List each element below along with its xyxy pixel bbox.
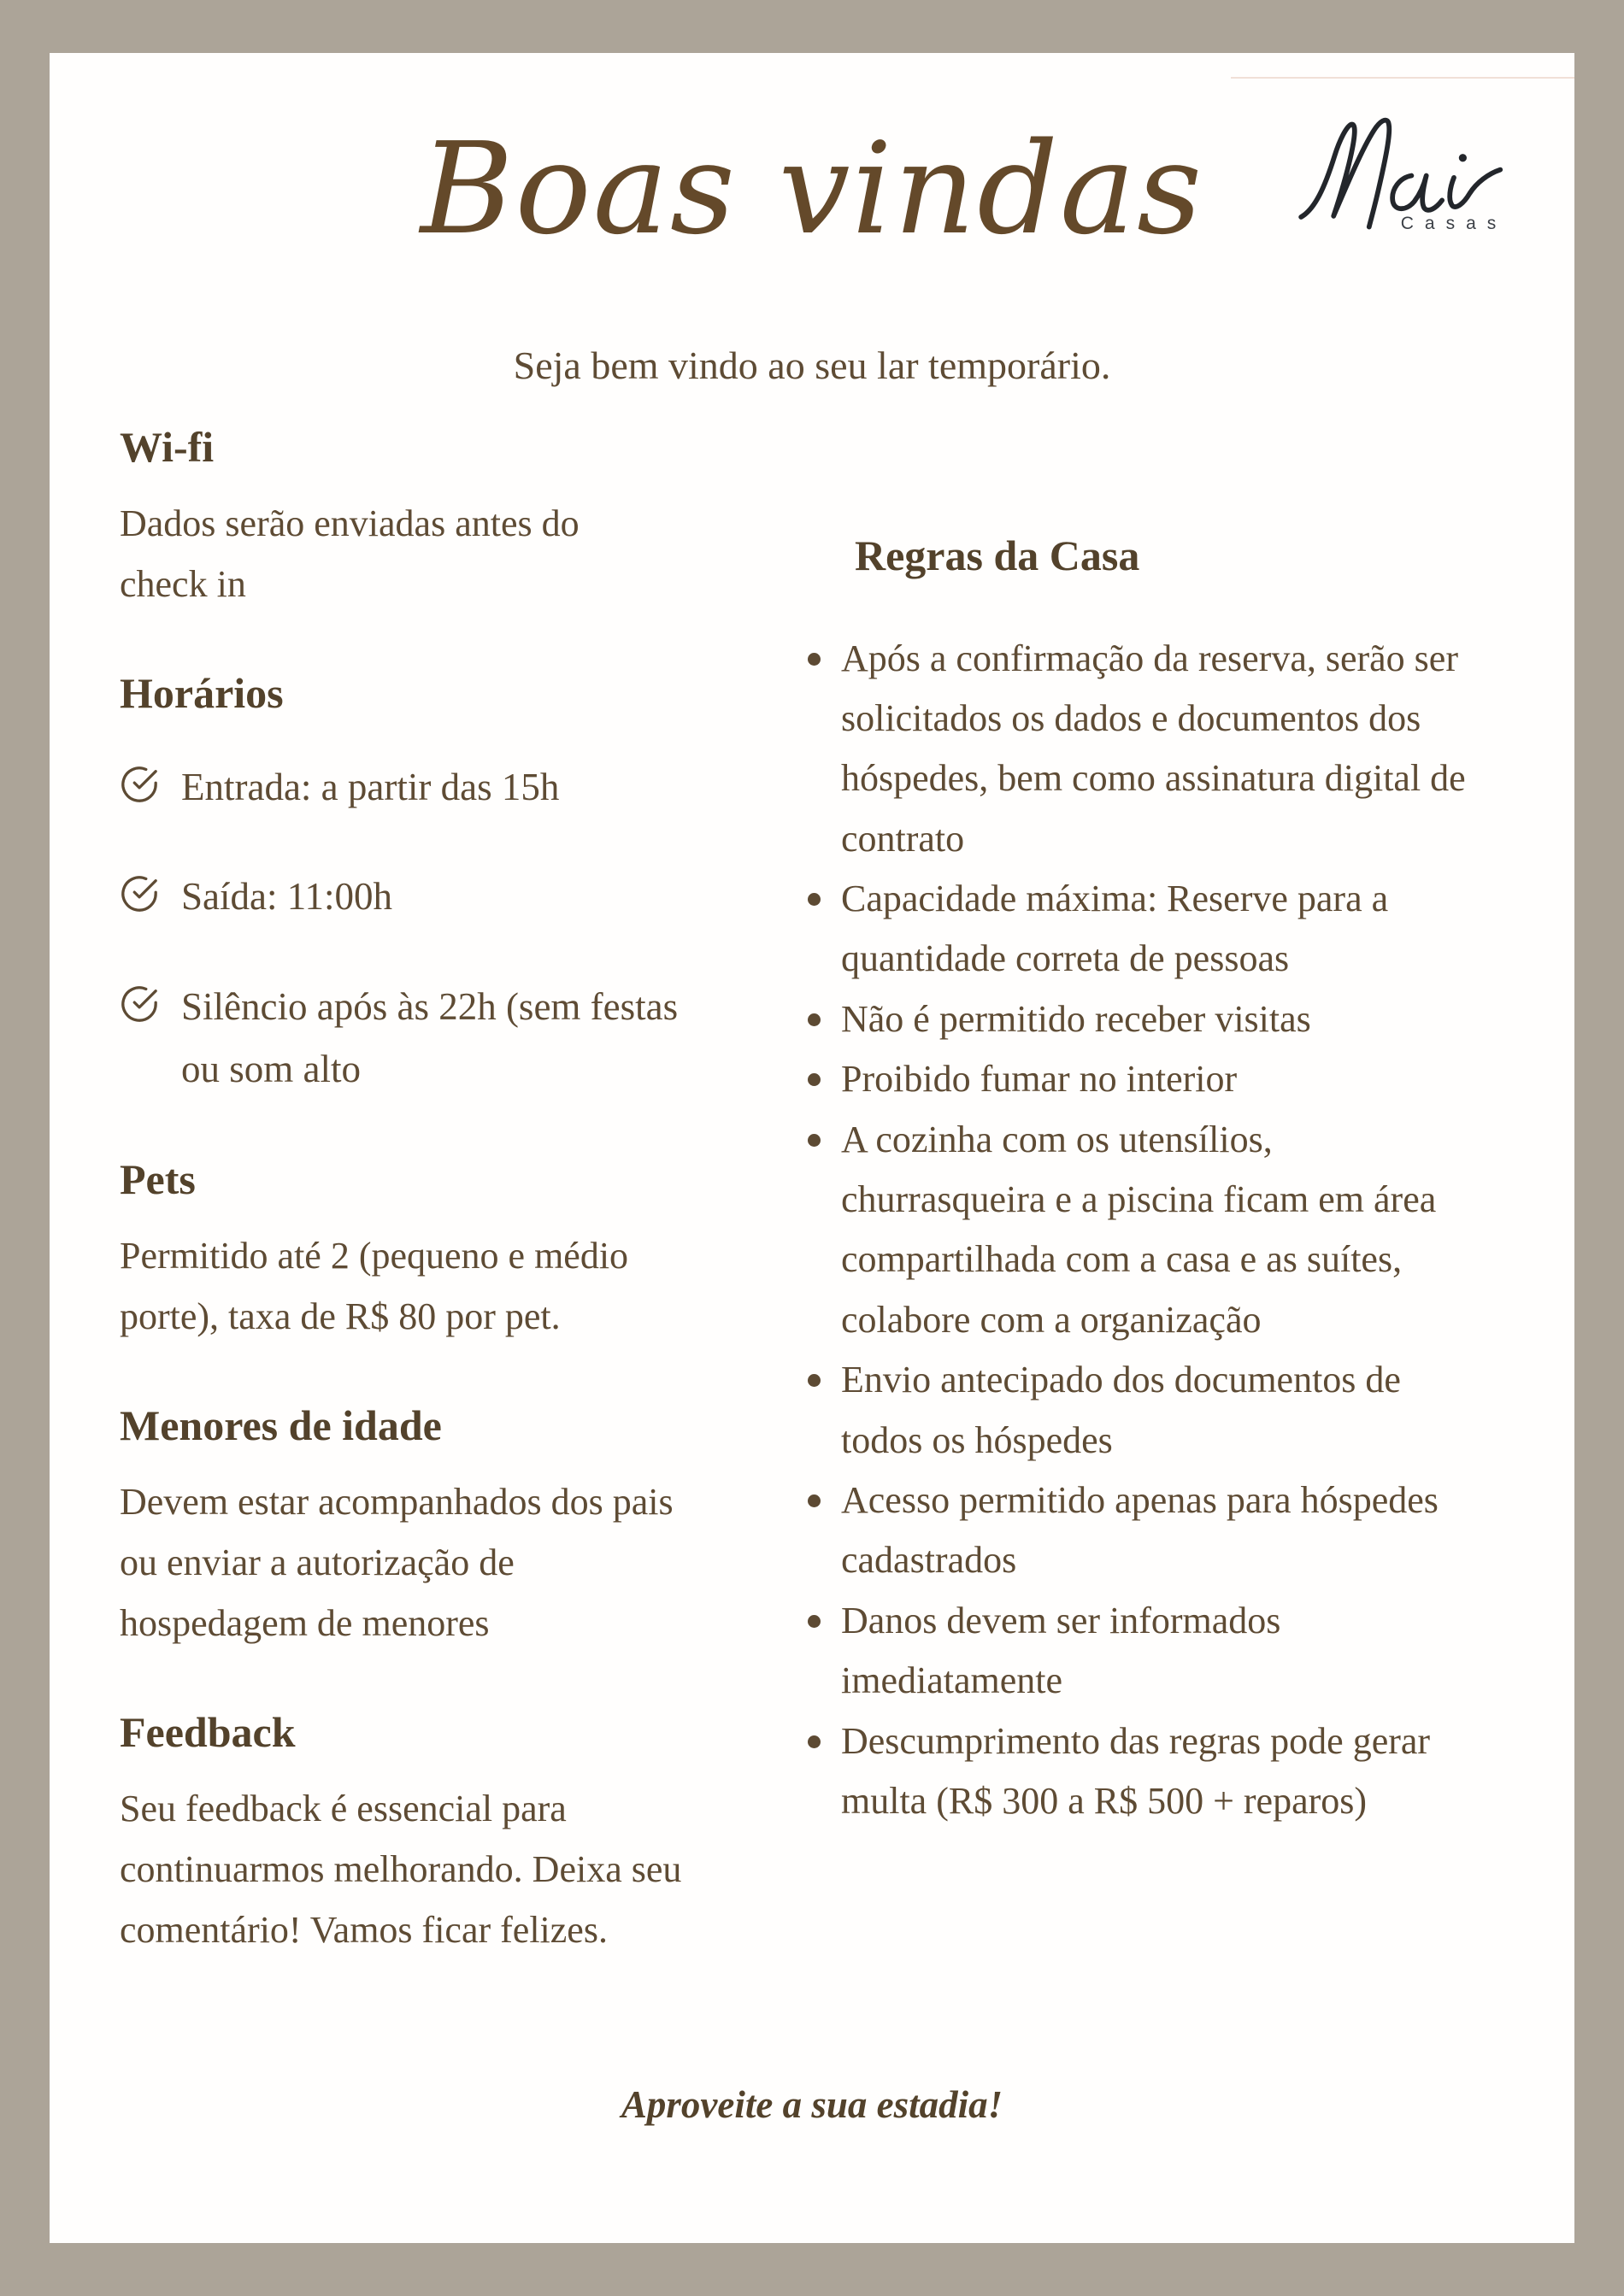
footer-message: Aproveite a sua estadia! (621, 2083, 1003, 2126)
rules-heading: Regras da Casa (855, 531, 1140, 579)
wifi-heading: Wi-fi (120, 423, 215, 471)
schedule-item-checkin (120, 756, 718, 819)
clock-check-icon (120, 874, 159, 913)
welcome-card (50, 53, 1574, 2243)
clock-check-icon (120, 984, 159, 1024)
left-column (120, 416, 718, 1961)
bullet-icon (808, 1494, 821, 1507)
rule-item: Capacidade máxima: Reserve para a quantidade correta de pessoas (808, 869, 1523, 989)
bullet-icon (808, 1735, 821, 1748)
schedule-item-label: Silêncio após às 22h (sem festas ou som alto (181, 985, 679, 1091)
schedule-item-silence (120, 976, 718, 1101)
right-column (808, 416, 1523, 1961)
rule-item: Acesso permitido apenas para hóspedes cadastrados (808, 1471, 1523, 1591)
rule-item: Após a confirmação da reserva, serão ser solicitados os dados e documentos dos hóspedes, bem como assinatura digital de contrato (808, 629, 1523, 870)
bullet-icon (808, 653, 821, 666)
minors-body: Devem estar acompanhados dos pais ou enviar a autorização de hospedagem de menores (120, 1480, 674, 1645)
clock-check-icon (120, 765, 159, 804)
bullet-icon (808, 1073, 821, 1086)
feedback-body: Seu feedback é essencial para continuarmos melhorando. Deixa seu comentário! Vamos ficar felizes. (120, 1787, 682, 1952)
minors-heading: Menores de idade (120, 1401, 442, 1450)
rule-item: Descumprimento das regras pode gerar multa (R$ 300 a R$ 500 + reparos) (808, 1712, 1523, 1832)
wifi-body: Dados serão enviadas antes do check in (120, 502, 580, 605)
bullet-icon (808, 1374, 821, 1387)
brand-logo (1231, 77, 1574, 265)
rules-list (808, 629, 1523, 1832)
pets-body: Permitido até 2 (pequeno e médio porte), taxa de R$ 80 por pet. (120, 1234, 629, 1337)
feedback-heading: Feedback (120, 1708, 296, 1757)
schedule-item-label: Saída: 11:00h (181, 875, 393, 919)
page-subtitle: Seja bem vindo ao seu lar temporário. (513, 344, 1111, 387)
rule-item: Não é permitido receber visitas (808, 989, 1523, 1049)
schedule-item-label: Entrada: a partir das 15h (181, 765, 560, 808)
brand-logo-subtext: Casas (1400, 214, 1508, 233)
bullet-icon (808, 1013, 821, 1026)
schedule-item-checkout (120, 866, 718, 928)
pets-heading: Pets (120, 1155, 196, 1204)
rule-item: Proibido fumar no interior (808, 1049, 1523, 1109)
rule-item: Envio antecipado dos documentos de todos os hóspedes (808, 1350, 1523, 1471)
content-columns (120, 416, 1523, 1961)
rule-item: Danos devem ser informados imediatamente (808, 1591, 1523, 1712)
bullet-icon (808, 1134, 821, 1147)
bullet-icon (808, 1615, 821, 1628)
bullet-icon (808, 893, 821, 906)
rule-item: A cozinha com os utensílios, churrasqueira e a piscina ficam em área compartilhada com a casa e as suítes, colabore com a organização (808, 1110, 1523, 1351)
page-title: Boas vindas (420, 115, 1204, 262)
schedule-heading: Horários (120, 669, 284, 718)
